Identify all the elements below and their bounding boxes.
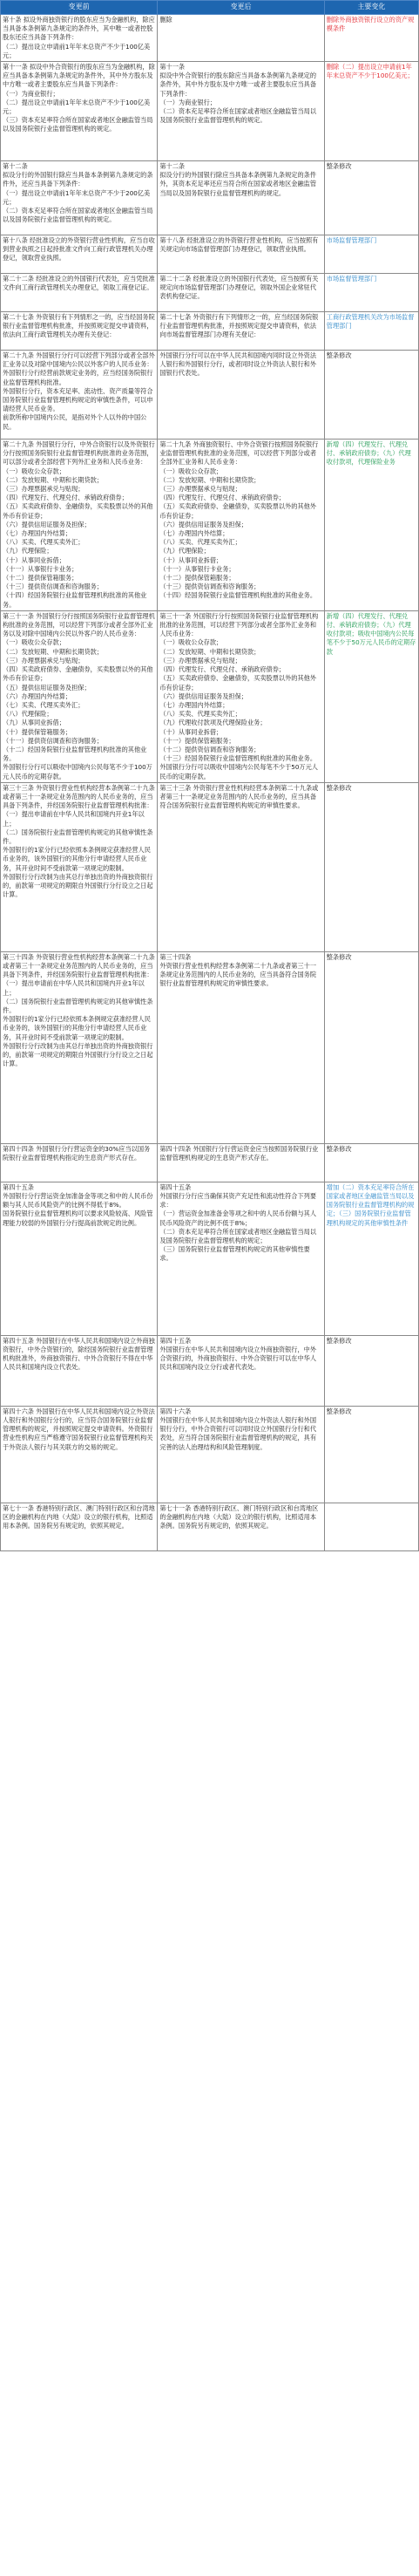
header-change: 主要变化 bbox=[324, 1, 418, 15]
table-row bbox=[1, 951, 419, 1143]
paragraph: 第四十五条 外国银行在中华人民共和国境内设立外商独资银行，中外合资银行的，除经国务院银行业监督管理机构批准外，外商独资银行、中外合资银行不得在中华人民共和国境内设立代表处。 bbox=[3, 1336, 155, 1372]
paragraph: （二）提出设立申请前1年年末总资产不少于100亿美元； bbox=[3, 98, 151, 116]
paragraph: 外国银行分行可以在中华人民共和国境内同时设立外资法人银行和外国银行分行，或者同时设立外资法人银行和外国银行代表处。 bbox=[159, 351, 317, 378]
table-row bbox=[1, 351, 419, 440]
paragraph: （五）买卖政府债券、金融债券，买卖股票以外的其他外币有价证券； bbox=[159, 674, 317, 692]
paragraph: （九）代理保险； bbox=[3, 547, 53, 555]
paragraph: （二）发放短期、中期和长期贷款； bbox=[3, 475, 104, 484]
paragraph: 删除 bbox=[159, 16, 172, 24]
paragraph: （十四）经国务院银行业监督管理机构批准的其他业务。 bbox=[3, 591, 147, 609]
table-row bbox=[1, 1335, 419, 1406]
before-cell bbox=[1, 951, 158, 1143]
paragraph: （十）从事同业拆借； bbox=[3, 555, 65, 564]
paragraph: （八）买卖、代理买卖外汇； bbox=[159, 538, 241, 547]
paragraph: 第七十一条 香港特别行政区、澳门特别行政区和台湾地区的金融机构在内地（大陆）设立的银行机构，比照适用本条例。国务院另有规定的，依照其规定。 bbox=[3, 1503, 155, 1530]
paragraph: 外国银行分行，资本充足率、流动性、资产质量等符合国务院银行业监督管理机构规定的审慎性条件，可以申请经营人民币业务。 bbox=[3, 386, 153, 413]
before-cell bbox=[1, 1503, 158, 1550]
paragraph: 外资银行营业性机构经营本条例第二十九条或者第三十一条规定业务范围内的人民币业务的，应当具备符合国务院银行业监督管理机构规定的审慎性要求。 bbox=[159, 961, 317, 988]
paragraph: （三）办理票据承兑与贴现； bbox=[159, 656, 241, 664]
after-cell bbox=[158, 62, 324, 161]
after-cell bbox=[158, 161, 324, 235]
change-cell bbox=[324, 1182, 418, 1335]
paragraph: 外国银行分行应当确保其资产充足性和流动性符合下列要求： bbox=[159, 1191, 317, 1210]
change-text: 删除（二）提出设立申请前1年年末总资产不少于100亿美元； bbox=[326, 63, 414, 80]
paragraph: （一）提出申请前在中华人民共和国境内开业1年以上； bbox=[3, 810, 145, 828]
table-row bbox=[1, 274, 419, 312]
paragraph: （十一）从事银行卡业务； bbox=[159, 564, 235, 573]
paragraph: 外国银行分行可以吸收中国境内公民每笔不少于50万元人民币的定期存款。 bbox=[159, 763, 318, 780]
header-row bbox=[1, 1, 419, 15]
paragraph: 外国银行分行营运资金加准备金等项之和中的人民币份额与其人民币风险资产的比例不得低于8%。 bbox=[3, 1191, 153, 1210]
paragraph: （二）发放短期、中期和长期贷款； bbox=[159, 647, 260, 656]
paragraph: 外国银行分行经营前款规定业务的，应当经国务院银行业监督管理机构批准。 bbox=[3, 369, 153, 386]
paragraph: （四）代理发行、代理兑付、承销政府债券； bbox=[159, 665, 286, 674]
paragraph: 拟设中外合资银行的股东除应当具备本条例第九条规定的条件外，其中外方股东及中方唯一或者主要股东应当具备下列条件： bbox=[159, 72, 317, 98]
change-text: 新增（四）代理发行、代理兑付、承销政府债券；（九）代理收付款项，代理保险业务 bbox=[326, 440, 411, 467]
paragraph: 第二十七条 外资银行有下列情形之一的，应当经国务院银行业监督管理机构批准，并按照规定提交申请资料，依法向市场监督管理部门办理有关登记： bbox=[159, 313, 319, 339]
paragraph: （六）提供信用证服务及担保； bbox=[159, 692, 247, 700]
paragraph: 国务院银行业监督管理机构可以要求风险较高、风险管理能力较弱的外国银行分行提高前款规定的比例。 bbox=[3, 1210, 153, 1227]
paragraph: 第二十七条 外资银行有下列情形之一的，应当经国务院银行业监督管理机构批准，并按照规定提交申请资料，依法向工商行政管理机关办理有关登记： bbox=[3, 313, 155, 339]
after-cell bbox=[158, 951, 324, 1143]
after-cell bbox=[158, 440, 324, 611]
paragraph: 第二十九条 外国银行分行，中外合资银行以及外资银行分行按照国务院银行业监督管理机构批准的业务范围，可以部分或者全部经营下列外汇业务和人民币业务： bbox=[3, 440, 155, 467]
paragraph: （一）为商业银行； bbox=[3, 89, 59, 98]
after-cell bbox=[158, 15, 324, 62]
paragraph: 第十二条 bbox=[3, 162, 28, 171]
paragraph: 外国银行在中华人民共和国境内设立外资法人银行和外国银行分行，中外合资银行可以同时设立外国银行分行和代表处，应当符合国务院银行业监督管理机构的规定，具有完善的法人治理结构和风险管理制度。 bbox=[159, 1415, 317, 1451]
change-cell bbox=[324, 235, 418, 274]
paragraph: （二）国务院银行业监督管理机构规定的其他审慎性条件。 bbox=[3, 997, 153, 1014]
change-text: 整条修改 bbox=[326, 1144, 352, 1153]
change-cell bbox=[324, 312, 418, 351]
paragraph: （八）买卖、代理买卖外汇； bbox=[159, 710, 241, 719]
paragraph: （四）买卖政府债券、金融债券，买卖股票以外的其他外币有价证券； bbox=[3, 665, 153, 683]
paragraph: （十三）提供资信调查和咨询服务； bbox=[159, 583, 260, 591]
change-cell bbox=[324, 951, 418, 1143]
paragraph: 第四十五条 bbox=[3, 1182, 34, 1191]
paragraph: 第七十一条 香港特别行政区、澳门特别行政区和台湾地区的金融机构在内地（大陆）设立的银行机构，比照适用本条例。国务院另有规定的，依照其规定。 bbox=[159, 1503, 319, 1530]
after-cell bbox=[158, 1182, 324, 1335]
paragraph: 第三十一条 外国银行分行按照国务院银行业监督管理机构批准的业务范围，可以经营下列部分或者全部外汇业务和人民币业务： bbox=[159, 611, 319, 638]
change-text: 整条修改 bbox=[326, 162, 352, 171]
paragraph: （四）代理发行、代理兑付、承销政府债券； bbox=[159, 494, 286, 502]
paragraph: 第三十四条 外资银行营业性机构经营本条例第二十九条或者第三十一条规定业务范围内的人民币业务的，应当具备下列条件，并经国务院银行业监督管理机构批准： bbox=[3, 952, 155, 979]
paragraph: （二）资本充足率符合所在国家或者地区金融监管当局以及国务院银行业监督管理机构的规定。 bbox=[159, 107, 317, 125]
after-cell bbox=[158, 312, 324, 351]
before-cell bbox=[1, 312, 158, 351]
paragraph: 第四十六条 外国银行在中华人民共和国境内设立外资法人银行和外国银行分行的，应当符合国务院银行业监督管理机构的规定，并按照规定提交申请资料。外资银行营业性机构应当严格遵守国务院银行业监督管理机构关于外资法人银行与其关联方的交易的规定。 bbox=[3, 1407, 155, 1451]
paragraph: （十二）提供资信调查和咨询服务； bbox=[159, 745, 260, 753]
paragraph: 第四十四条 外国银行分行营运资金的30%应当以国务院银行业监督管理机构指定的生息资产形式存在。 bbox=[3, 1144, 151, 1162]
after-cell bbox=[158, 1335, 324, 1406]
paragraph: （十）从事同业拆借； bbox=[159, 727, 223, 736]
before-cell bbox=[1, 274, 158, 312]
paragraph: 第三十三条 外资银行营业性机构经营本条例第二十九条或者第三十一条规定业务范围内的人民币业务的，应当具备下列条件，并经国务院银行业监督管理机构批准： bbox=[3, 783, 155, 810]
change-text: 市场监督管理部门 bbox=[326, 236, 377, 245]
table-row bbox=[1, 1406, 419, 1503]
after-cell bbox=[158, 1143, 324, 1182]
table-row bbox=[1, 1182, 419, 1335]
before-cell bbox=[1, 782, 158, 951]
paragraph: （九）从事同业拆借； bbox=[3, 719, 65, 727]
before-cell bbox=[1, 235, 158, 274]
paragraph: （十三）经国务院银行业监督管理机构批准的其他业务。 bbox=[159, 754, 317, 763]
paragraph: （五）买卖政府债券、金融债券，买卖股票以外的其他外币有价证券； bbox=[159, 502, 317, 520]
paragraph: （二）发放短期、中期和长期贷款； bbox=[159, 475, 260, 484]
paragraph: （十二）提供保管箱服务； bbox=[159, 574, 235, 583]
before-cell bbox=[1, 62, 158, 161]
change-cell bbox=[324, 351, 418, 440]
change-text: 工商行政管理机关改为市场监督管理部门 bbox=[326, 313, 415, 331]
after-cell bbox=[158, 235, 324, 274]
paragraph: 第十一条 拟设中外合资银行的股东应当为金融机构，除应当具备本条例第九条规定的条件外，其中外方股东及中方唯一或者主要股东应当具备下列条件： bbox=[3, 63, 155, 89]
table-row bbox=[1, 782, 419, 951]
paragraph: （九）代理收付款项及代理保险业务； bbox=[159, 719, 267, 727]
header-after: 变更后 bbox=[158, 1, 324, 15]
change-cell bbox=[324, 440, 418, 611]
table-row bbox=[1, 440, 419, 611]
paragraph: （三）资本充足率符合所在国家或者地区金融监管当局以及国务院银行业监督管理机构的规定。 bbox=[3, 116, 153, 133]
paragraph: （二）资本充足率符合所在国家或者地区金融监管当局以及国务院银行业监督管理机构的规定。 bbox=[3, 207, 153, 224]
paragraph: （六）办理国内外结算； bbox=[3, 692, 72, 700]
paragraph: （八）代理保险； bbox=[3, 710, 53, 719]
paragraph: （十四）经国务院银行业监督管理机构批准的其他业务。 bbox=[159, 591, 317, 600]
paragraph: （一）吸收公众存款； bbox=[159, 467, 223, 475]
change-text: 整条修改 bbox=[326, 1336, 352, 1345]
paragraph: （二）国务院银行业监督管理机构规定的其他审慎性条件。 bbox=[3, 828, 153, 845]
paragraph: 第二十二条 经批准设立的外国银行代表处，应当凭批准文件向工商行政管理机关办理登记，领取工商登记证。 bbox=[3, 275, 155, 292]
paragraph: （一）提出申请前在中华人民共和国境内开业1年以上； bbox=[3, 979, 145, 997]
after-cell bbox=[158, 1503, 324, 1550]
change-cell bbox=[324, 15, 418, 62]
paragraph: （四）代理发行、代理兑付、承销政府债券； bbox=[3, 494, 128, 502]
change-cell bbox=[324, 1335, 418, 1406]
paragraph: 第十八条 经批准设立的外资银行营业性机构，应当自收到营业执照之日起持批准文件向工商行政管理机关办理登记，领取营业执照。 bbox=[3, 236, 155, 262]
paragraph: （六）提供信用证服务及担保； bbox=[3, 520, 91, 528]
paragraph: （七）办理国内外结算； bbox=[159, 700, 229, 709]
paragraph: （十）从事同业拆借； bbox=[159, 555, 223, 564]
before-cell bbox=[1, 161, 158, 235]
change-text: 新增（四）代理发行、代理兑付、承销政府债券；（九）代理收付款项；吸收中国境内公民每笔不少于50万元人民币的定期存款 bbox=[326, 611, 416, 656]
paragraph: （十）提供保管箱服务； bbox=[3, 727, 72, 736]
table-row bbox=[1, 312, 419, 351]
paragraph: 外国银行分行可以吸收中国境内公民每笔不少于100万元人民币的定期存款。 bbox=[3, 763, 152, 780]
after-cell bbox=[158, 782, 324, 951]
paragraph: 第三十四条 bbox=[159, 952, 192, 961]
before-cell bbox=[1, 610, 158, 782]
paragraph: （十一）提供保管箱服务； bbox=[159, 736, 235, 745]
change-cell bbox=[324, 782, 418, 951]
paragraph: 外国银行的1家分行已经依照本条例规定获准经营人民币业务的，该外国银行的其他分行申请经营人民币业务，其开业时间不受前款第一项规定的限制。 bbox=[3, 1015, 151, 1041]
change-cell bbox=[324, 1503, 418, 1550]
before-cell bbox=[1, 351, 158, 440]
before-cell bbox=[1, 1182, 158, 1335]
table-row bbox=[1, 235, 419, 274]
before-cell bbox=[1, 15, 158, 62]
paragraph: 前款所称中国境内公民，是指对外个人以外的中国公民。 bbox=[3, 413, 147, 431]
paragraph: 外国银行分行改制为由其总行单独出资的外商独资银行的，前款第一项规定的期限自外国银行分行设立之日起计算。 bbox=[3, 1041, 153, 1068]
table-body bbox=[1, 15, 419, 1551]
paragraph: （二）提出设立申请前1年年末总资产不少于100亿美元； bbox=[3, 42, 151, 59]
after-cell bbox=[158, 274, 324, 312]
table-row bbox=[1, 15, 419, 62]
table-row bbox=[1, 1143, 419, 1182]
paragraph: （八）买卖、代理买卖外汇； bbox=[3, 538, 84, 547]
paragraph: （三）办理票据承兑与贴现； bbox=[3, 485, 84, 494]
paragraph: 第四十五条 bbox=[159, 1336, 192, 1345]
paragraph: 拟设分行的外国银行除应当具备本条例第九条规定的条件外，其资本充足率还应当符合所在国家或者地区金融监管当局以及国务院银行业监督管理机构的规定。 bbox=[159, 171, 317, 197]
paragraph: 第四十五条 bbox=[159, 1182, 192, 1191]
change-text: 市场监督管理部门 bbox=[326, 275, 377, 283]
before-cell bbox=[1, 1406, 158, 1503]
change-text: 整条修改 bbox=[326, 952, 352, 961]
change-cell bbox=[324, 274, 418, 312]
paragraph: （二）资本充足率符合所在国家或者地区金融监管当局以及国务院银行业监督管理机构的规定； bbox=[159, 1227, 317, 1244]
paragraph: （一）吸收公众存款； bbox=[3, 638, 65, 647]
table-row bbox=[1, 610, 419, 782]
paragraph: （六）提供信用证服务及担保； bbox=[159, 520, 247, 528]
paragraph: 第三十一条 外国银行分行按照国务院银行业监督管理机构批准的业务范围，可以经营下列部分或者全部外汇业务以及对除中国境内公民以外客户的人民币业务： bbox=[3, 611, 155, 638]
change-text: 整条修改 bbox=[326, 1407, 352, 1415]
paragraph: （九）代理保险； bbox=[159, 547, 210, 555]
paragraph: （三）办理票据承兑与贴现； bbox=[159, 485, 241, 494]
paragraph: 第四十六条 bbox=[159, 1407, 192, 1415]
before-cell bbox=[1, 440, 158, 611]
paragraph: 第十八条 经批准设立的外资银行营业性机构，应当按照有关规定向市场监督管理部门办理登记，领取营业执照。 bbox=[159, 236, 319, 254]
change-cell bbox=[324, 1406, 418, 1503]
change-text: 整条修改 bbox=[326, 351, 352, 360]
change-text: 整条修改 bbox=[326, 783, 352, 792]
paragraph: （十一）提供资信调查和咨询服务； bbox=[3, 736, 104, 745]
header-before: 变更前 bbox=[1, 1, 158, 15]
table-row bbox=[1, 62, 419, 161]
paragraph: （一）提出设立申请前1年年末总资产不少于200亿美元； bbox=[3, 188, 151, 206]
change-text: 删除外商独资银行设立的资产规模条件 bbox=[326, 16, 415, 33]
paragraph: （十二）经国务院银行业监督管理机构批准的其他业务。 bbox=[3, 745, 147, 763]
paragraph: （十三）提供资信调查和咨询服务； bbox=[3, 583, 104, 591]
paragraph: （五）买卖政府债券、金融债券，买卖股票以外的其他外币有价证券； bbox=[3, 502, 153, 520]
change-cell bbox=[324, 62, 418, 161]
change-text: 增加（二）资本充足率符合所在国家或者地区金融监管当局以及国务院银行业监督管理机构的规定；（三）国务院银行业监督管理机构规定的其他审慎性条件 bbox=[326, 1182, 415, 1227]
before-cell bbox=[1, 1143, 158, 1182]
paragraph: （七）买卖、代理买卖外汇； bbox=[3, 700, 84, 709]
paragraph: （五）提供信用证服务及担保； bbox=[3, 683, 91, 692]
paragraph: 第四十四条 外国银行分行营运资金应当按照国务院银行业监督管理机构规定的生息资产形式存在。 bbox=[159, 1144, 319, 1162]
change-cell bbox=[324, 161, 418, 235]
change-cell bbox=[324, 610, 418, 782]
paragraph: 拟设分行的外国银行除应当具备本条例第九条规定的条件外，还应当具备下列条件： bbox=[3, 171, 153, 188]
paragraph: （三）国务院银行业监督管理机构规定的其他审慎性要求。 bbox=[159, 1245, 310, 1263]
after-cell bbox=[158, 610, 324, 782]
paragraph: （二）发放短期、中期和长期贷款； bbox=[3, 647, 104, 656]
after-cell bbox=[158, 351, 324, 440]
paragraph: （七）办理国内外结算； bbox=[159, 529, 229, 538]
paragraph: （一）为商业银行； bbox=[159, 98, 217, 106]
paragraph: 第十一条 bbox=[159, 63, 186, 72]
paragraph: （七）办理国内外结算； bbox=[3, 529, 72, 538]
paragraph: 第二十九条 外国银行分行可以经营下列部分或者全部外汇业务以及对除中国境内公民以外客户的人民币业务： bbox=[3, 351, 155, 369]
paragraph: （一）吸收公众存款； bbox=[3, 467, 65, 475]
paragraph: 第三十三条 外资银行营业性机构经营本条例第二十九条或者第三十一条规定业务范围内的人民币业务的，应当具备符合国务院银行业监督管理机构规定的审慎性要求。 bbox=[159, 783, 319, 810]
change-cell bbox=[324, 1143, 418, 1182]
paragraph: 外国银行的1家分行已经依照本条例规定获准经营人民币业务的，该外国银行的其他分行申请经营人民币业务，其开业时间不受前款第一项规定的限制。 bbox=[3, 846, 151, 872]
paragraph: 第二十二条 经批准设立的外国银行代表处，应当按照有关规定向市场监督管理部门办理登记，领取外国企业常驻代表机构登记证。 bbox=[159, 275, 319, 301]
paragraph: （十一）从事银行卡业务； bbox=[3, 564, 78, 573]
before-cell bbox=[1, 1335, 158, 1406]
table-row bbox=[1, 1503, 419, 1550]
paragraph: 外国银行在中华人民共和国境内设立外商独资银行，中外合资银行的，外商独资银行、中外合资银行可以在中华人民共和国境内设立分行或者代表处。 bbox=[159, 1345, 317, 1372]
paragraph: （一）营运资金加准备金等项之和中的人民币份额与其人民币风险资产的比例不低于8%； bbox=[159, 1210, 317, 1227]
paragraph: 第二十九条 外商独资银行、中外合资银行按照国务院银行业监督管理机构批准的业务范围，可以经营下列部分或者全部外汇业务和人民币业务： bbox=[159, 440, 319, 467]
after-cell bbox=[158, 1406, 324, 1503]
paragraph: 第十条 拟设外商独资银行的股东应当为金融机构，除应当具备本条例第九条规定的条件外，其中唯一或者控股股东还应当具备下列条件： bbox=[3, 16, 155, 42]
paragraph: （三）办理票据承兑与贴现； bbox=[3, 656, 84, 664]
paragraph: （一）吸收公众存款； bbox=[159, 638, 223, 647]
paragraph: 外国银行分行改制为由其总行单独出资的外商独资银行的，前款第一项规定的期限自外国银行分行设立之日起计算。 bbox=[3, 872, 153, 899]
table-row bbox=[1, 161, 419, 235]
paragraph: 第十二条 bbox=[159, 162, 186, 171]
paragraph: （十二）提供保管箱服务； bbox=[3, 574, 78, 583]
